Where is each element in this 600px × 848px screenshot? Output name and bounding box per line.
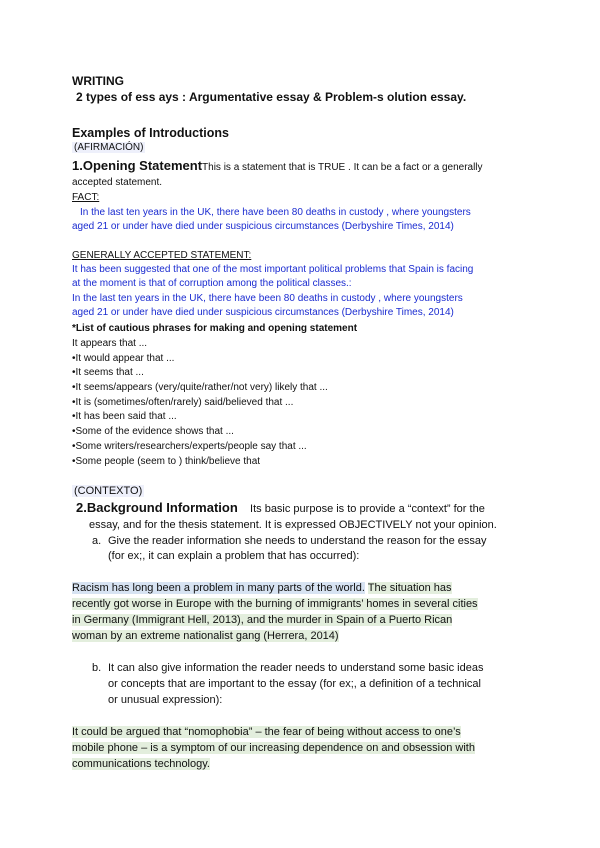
item-a-marker: a. — [92, 535, 102, 547]
section2-tag-text: (CONTEXTO) — [74, 485, 143, 497]
list-item: •It is (sometimes/often/rarely) said/believed that ... — [72, 397, 294, 408]
section1-tag — [72, 142, 145, 154]
list-item: •It seems that ... — [72, 367, 144, 378]
item-b-line-2: or concepts that are important to the essay (for ex;, a definition of a technical — [108, 678, 481, 690]
example-a-line-1 — [72, 581, 452, 596]
generally-accepted-line-1: It has been suggested that one of the most important political problems that Spain is facing — [72, 264, 474, 275]
item-b-line-1: It can also give information the reader needs to understand some basic ideas — [108, 662, 484, 674]
section1-heading: 1.Opening Statement — [72, 158, 203, 173]
document-subtitle: 2 types of ess ays : Argumentative essay & Problem-s olution essay. — [76, 90, 467, 104]
example-b-line-1 — [72, 725, 461, 740]
example-a-highlight-blue: Racism has long been a problem in many parts of the world. — [72, 582, 365, 594]
section2-tag — [72, 485, 144, 497]
fact-line-1: In the last ten years in the UK, there have been 80 deaths in custody , where youngsters — [80, 207, 471, 218]
generally-accepted-line-2: at the moment is that of corruption among the political classes.: — [72, 278, 352, 289]
section1-desc-1: This is a statement that is TRUE . It can be a fact or a generally — [202, 162, 483, 173]
example-a-text-3: in Germany (Immigrant Hell, 2013), and the murder in Spain of a Puerto Rican — [72, 614, 453, 626]
generally-accepted-label: GENERALLY ACCEPTED STATEMENT: — [72, 250, 252, 261]
examples-heading: Examples of Introductions — [72, 126, 229, 140]
example-b-text-3: communications technology. — [72, 758, 210, 770]
section2-desc-1: Its basic purpose is to provide a “context” for the — [250, 503, 485, 515]
list-item: It appears that ... — [72, 338, 148, 349]
example-b-text-1: It could be argued that “nomophobia” – the fear of being without access to one’s — [72, 726, 461, 738]
list-item: •Some of the evidence shows that ... — [72, 426, 234, 437]
generally-accepted-line-3: In the last ten years in the UK, there have been 80 deaths in custody , where youngsters — [72, 293, 463, 304]
cautious-phrases-heading: *List of cautious phrases for making and opening statement — [72, 323, 358, 334]
example-a-line-4 — [72, 629, 339, 644]
section2-heading: 2.Background Information — [76, 500, 238, 515]
list-item: •It has been said that ... — [72, 411, 177, 422]
example-a-line-2 — [72, 597, 478, 612]
fact-line-2: aged 21 or under have died under suspicious circumstances (Derbyshire Times, 2014) — [72, 221, 454, 232]
example-b-line-3 — [72, 757, 210, 772]
section2-heading-line — [76, 500, 485, 517]
example-a-text-2: recently got worse in Europe with the burning of immigrants’ homes in several cities — [72, 598, 478, 610]
list-item: •It would appear that ... — [72, 353, 175, 364]
example-a-highlight-green: The situation has — [367, 582, 452, 594]
fact-label: FACT: — [72, 192, 100, 203]
list-item: •Some people (seem to ) think/believe that — [72, 456, 261, 467]
example-a-line-3 — [72, 613, 452, 628]
document-title: WRITING — [72, 74, 124, 88]
list-item: •It seems/appears (very/quite/rather/not very) likely that ... — [72, 382, 328, 393]
section1-heading-line — [72, 158, 483, 176]
item-a-line-1: Give the reader information she needs to understand the reason for the essay — [108, 535, 487, 547]
example-b-text-2: mobile phone – is a symptom of our increasing dependence on and obsession with — [72, 742, 475, 754]
section1-tag-text: (AFIRMACIÓN) — [74, 142, 144, 153]
item-b-marker: b. — [92, 662, 102, 674]
list-item: •Some writers/researchers/experts/people say that ... — [72, 441, 307, 452]
section2-desc-2: essay, and for the thesis statement. It is expressed OBJECTIVELY not your opinion. — [89, 519, 497, 531]
generally-accepted-line-4: aged 21 or under have died under suspicious circumstances (Derbyshire Times, 2014) — [72, 307, 454, 318]
section1-desc-2: accepted statement. — [72, 177, 163, 188]
item-a-line-2: (for ex;, it can explain a problem that has occurred): — [108, 550, 360, 562]
item-b-line-3: or unusual expression): — [108, 694, 223, 706]
example-b-line-2 — [72, 741, 475, 756]
example-a-text-4: woman by an extreme nationalist gang (Herrera, 2014) — [72, 630, 339, 642]
